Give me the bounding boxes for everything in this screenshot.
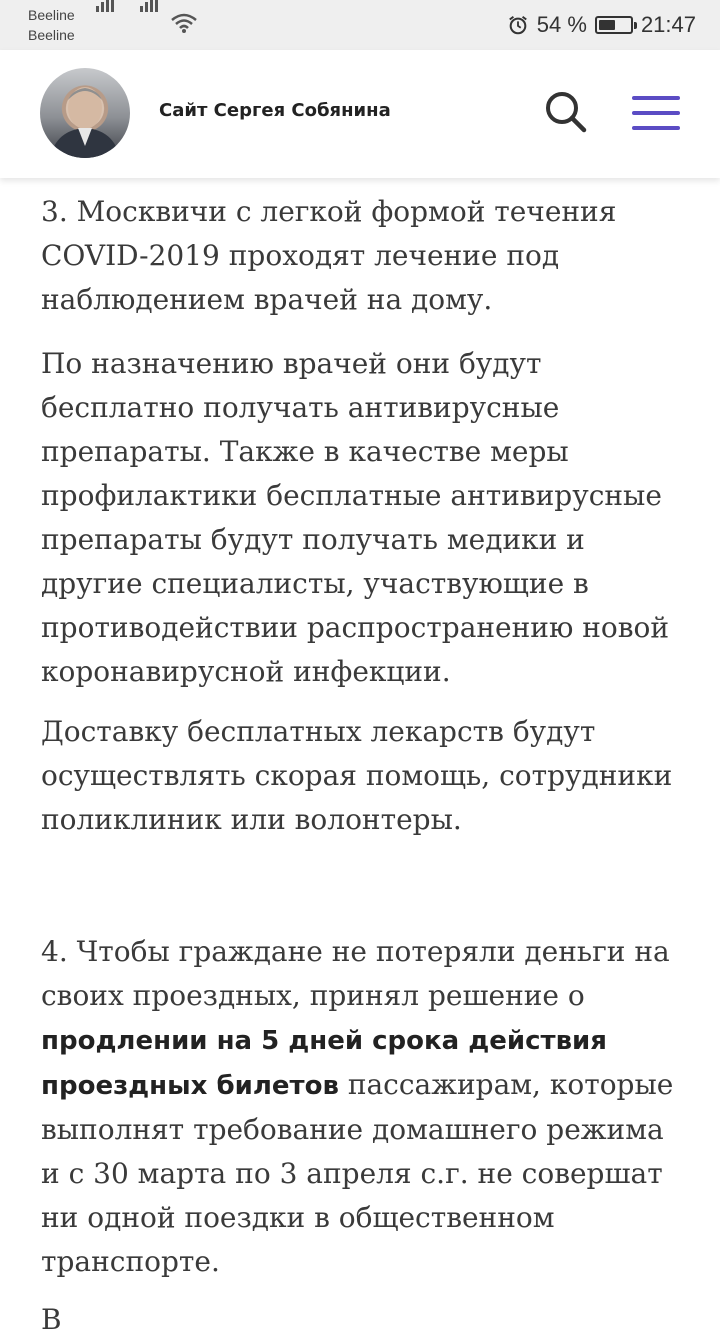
paragraph-4-intro: 4. Чтобы граждане не потеряли деньги на своих проездных, принял решение о (41, 935, 670, 1012)
carrier-labels (28, 5, 75, 45)
paragraph-medicine: По назначению врачей они будут бесплатно получать антивирусные препараты. Также в качестве меры профилактики бесплатные антивирусные препараты будут получать медики и другие специалисты, участвующие в противодействии распространению новой коронавирусной инфекции. (41, 347, 670, 688)
paragraph-4-bold: продлении на 5 дней срока действия проездных билетов (41, 1026, 607, 1101)
status-right (507, 8, 696, 42)
article-body (41, 190, 681, 1342)
menu-icon[interactable] (632, 96, 680, 132)
battery-icon (595, 16, 633, 34)
battery-fill (599, 20, 615, 30)
carrier-2: Beeline (28, 27, 75, 43)
site-title[interactable]: Сайт Сергея Собянина (159, 100, 391, 121)
paragraph-4-rest: пассажирам, которые выполнят требование домашнего режима и с 30 марта по 3 апреля с.г. не совершат ни одной поездки в общественном транспорте. (41, 1068, 674, 1278)
battery-percent: 54 % (536, 12, 587, 37)
wifi-icon (170, 12, 198, 34)
site-header (0, 50, 720, 178)
status-bar (0, 0, 720, 50)
paragraph-4 (41, 930, 681, 1284)
paragraph-3: 3. Москвичи с легкой формой течения COVID-2019 проходят лечение под наблюдением врачей на дому. (41, 195, 617, 316)
cut-off-line: В (41, 1303, 62, 1336)
paragraph-delivery: Доставку бесплатных лекарств будут осуществлять скорая помощь, сотрудники поликлиник или волонтеры. (41, 715, 673, 836)
clock: 21:47 (640, 12, 696, 37)
search-icon[interactable] (544, 90, 588, 134)
avatar[interactable] (40, 68, 130, 158)
carrier-1: Beeline (28, 7, 75, 23)
alarm-icon (507, 14, 529, 36)
